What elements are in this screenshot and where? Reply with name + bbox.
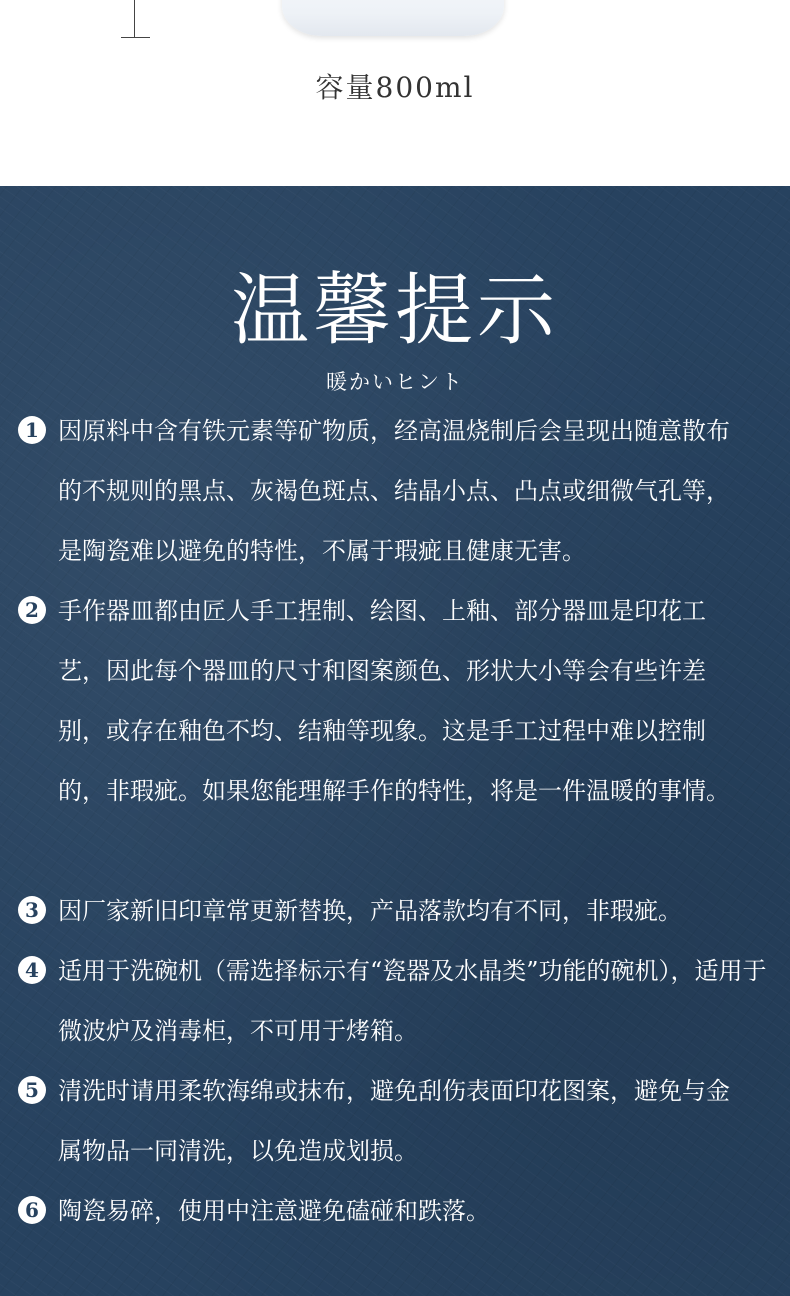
tip-text: 适用于洗碗机（需选择标示有“瓷器及水晶类”功能的碗机），适用于微波炉及消毒柜，不可用于烤箱。 <box>58 957 767 1045</box>
tip-text: 手作器皿都由匠人手工捏制、绘图、上釉、部分器皿是印花工艺，因此每个器皿的尺寸和图案颜色、形状大小等会有些许差别，或存在釉色不均、结釉等现象。这是手工过程中难以控制的，非瑕疵。如果您能理解手作的特性，将是一件温暖的事情。 <box>58 597 730 805</box>
tip-text: 因原料中含有铁元素等矿物质，经高温烧制后会呈现出随意散布的不规则的黑点、灰褐色斑点、结晶小点、凸点或细微气孔等，是陶瓷难以避免的特性，不属于瑕疵且健康无害。 <box>58 417 730 565</box>
tip-number-badge: 2 <box>18 596 46 624</box>
notice-panel <box>0 186 790 1296</box>
dimension-tick <box>121 37 150 38</box>
product-section <box>0 0 790 186</box>
bowl-image <box>282 0 504 36</box>
tip-number-badge: 5 <box>18 1076 46 1104</box>
notice-title: 温馨提示 <box>230 266 559 356</box>
tip-number-badge: 1 <box>18 416 46 444</box>
tip-text: 陶瓷易碎，使用中注意避免磕碰和跌落。 <box>58 1197 490 1225</box>
tip-number-badge: 4 <box>18 956 46 984</box>
capacity-label: 容量800ml <box>315 71 475 104</box>
tip-text: 清洗时请用柔软海绵或抹布，避免刮伤表面印花图案，避免与金属物品一同清洗，以免造成划损。 <box>58 1077 730 1165</box>
tip-number-badge: 3 <box>18 896 46 924</box>
dimension-line <box>134 0 135 37</box>
tip-text: 因厂家新旧印章常更新替换，产品落款均有不同，非瑕疵。 <box>58 897 682 925</box>
tip-number-badge: 6 <box>18 1196 46 1224</box>
notice-subtitle: 暖かいヒント <box>326 370 464 394</box>
